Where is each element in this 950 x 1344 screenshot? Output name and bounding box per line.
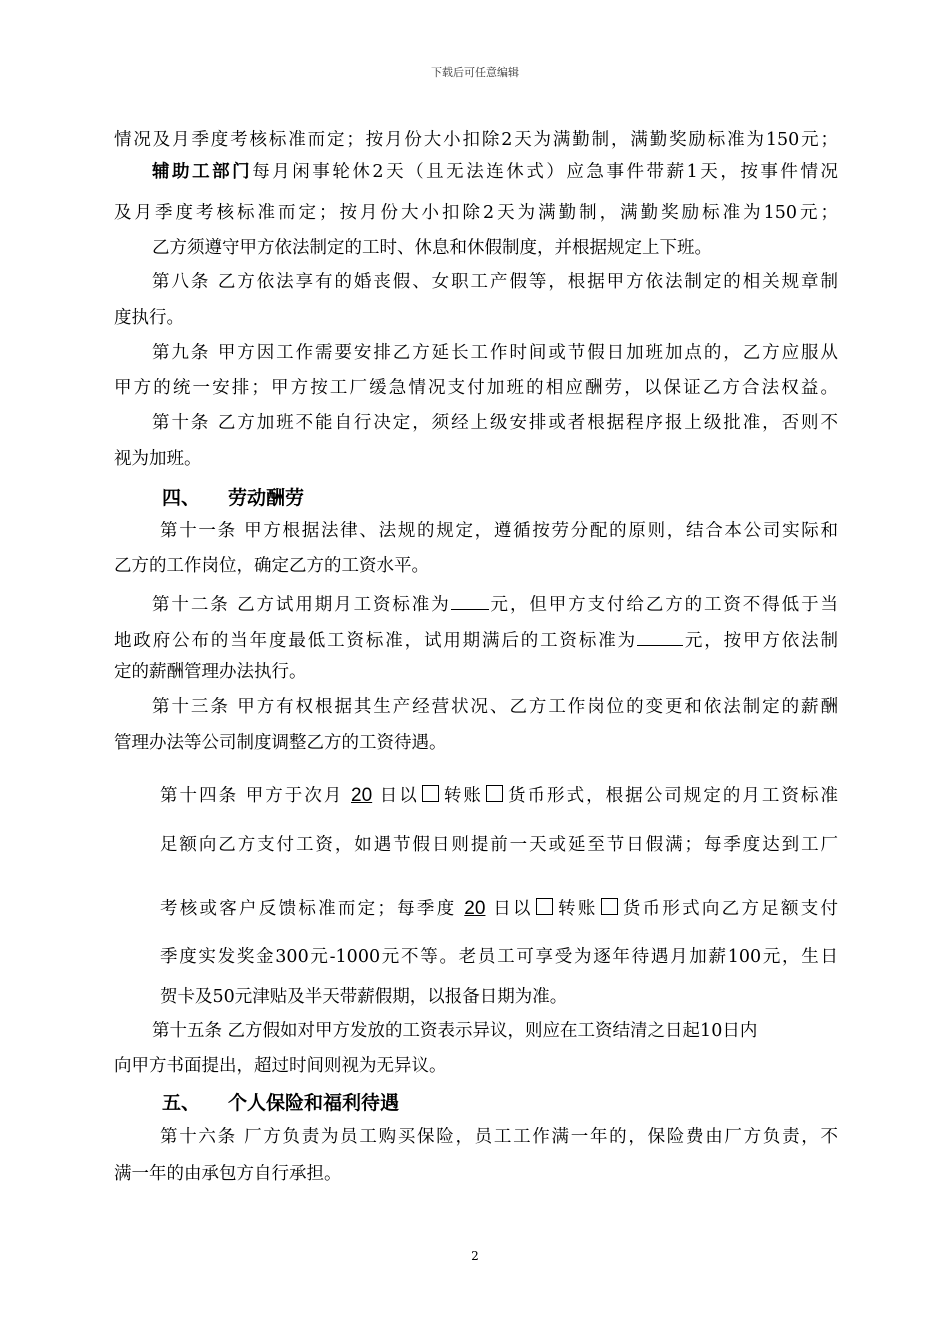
section-heading-5 xyxy=(162,1088,399,1115)
paragraph-line: 度执行。 xyxy=(114,308,184,328)
paragraph-line: 乙方须遵守甲方依法制定的工时、休息和休假制度，并根据规定上下班。 xyxy=(152,238,712,258)
line-text: 第十四条 甲方于次月 xyxy=(160,786,344,806)
paragraph-line: 向甲方书面提出，超过时间则视为无异议。 xyxy=(114,1056,447,1076)
paragraph-line: 定的薪酬管理办法执行。 xyxy=(114,662,307,682)
paragraph-line: 满一年的由承包方自行承担。 xyxy=(114,1164,342,1184)
checkbox[interactable] xyxy=(601,898,618,915)
section-title: 个人保险和福利待遇 xyxy=(228,1092,400,1114)
bonus-day: 20 xyxy=(464,898,486,919)
article-11-line: 第十一条 甲方根据法律、法规的规定，遵循按劳分配的原则，结合本公司实际和 xyxy=(160,521,838,541)
pay-day: 20 xyxy=(351,785,373,806)
checkbox[interactable] xyxy=(486,785,503,802)
article-9-line: 第九条 甲方因工作需要安排乙方延长工作时间或节假日加班加点的，乙方应服从 xyxy=(152,343,838,363)
article-10-line: 第十条 乙方加班不能自行决定，须经上级安排或者根据程序报上级批准，否则不 xyxy=(152,413,838,433)
article-14-line xyxy=(160,784,838,808)
page-header: 下载后可任意编辑 xyxy=(431,66,519,79)
section-heading-4 xyxy=(162,483,304,510)
paragraph-line: 甲方的统一安排；甲方按工厂缓急情况支付加班的相应酬劳，以保证乙方合法权益。 xyxy=(114,378,838,398)
section-number: 五、 xyxy=(162,1092,201,1114)
line-text: 每月闲事轮休2天（且无法连休式）应急事件带薪1天，按事件情况 xyxy=(252,162,838,182)
paragraph-line: 足额向乙方支付工资，如遇节假日则提前一天或延至节日假满；每季度达到工厂 xyxy=(160,835,838,855)
paragraph-line: 贺卡及50元津贴及半天带薪假期，以报备日期为准。 xyxy=(160,987,568,1007)
checkbox[interactable] xyxy=(536,898,553,915)
paragraph-line: 乙方的工作岗位，确定乙方的工资水平。 xyxy=(114,556,429,576)
article-16-line: 第十六条 厂方负责为员工购买保险，员工工作满一年的，保险费由厂方负责，不 xyxy=(160,1127,838,1147)
checkbox-label: 转账 xyxy=(441,786,483,806)
line-text: 第十二条 乙方试用期月工资标准为 xyxy=(152,595,451,615)
article-13-line: 第十三条 甲方有权根据其生产经营状况、乙方工作岗位的变更和依法制定的薪酬 xyxy=(152,697,838,717)
line-text: 考核或客户反馈标准而定；每季度 xyxy=(160,899,457,919)
paragraph-line: 及月季度考核标准而定；按月份大小扣除2天为满勤制，满勤奖励标准为150元； xyxy=(114,203,838,223)
line-text: 日以 xyxy=(493,899,533,919)
bold-term: 辅助工部门 xyxy=(152,162,253,182)
section-title: 劳动酬劳 xyxy=(228,487,305,509)
line-text: 元，但甲方支付给乙方的工资不得低于当 xyxy=(488,595,839,615)
paragraph-line: 季度实发奖金300元-1000元不等。老员工可享受为逐年待遇月加薪100元，生日 xyxy=(160,947,838,967)
salary-blank[interactable] xyxy=(637,625,683,646)
paragraph-line xyxy=(152,160,838,184)
line-text: 地政府公布的当年度最低工资标准，试用期满后的工资标准为 xyxy=(114,631,638,651)
page-number: 2 xyxy=(471,1249,479,1263)
paragraph-line: 视为加班。 xyxy=(114,449,202,469)
checkbox[interactable] xyxy=(422,785,439,802)
checkbox-label: 转账 xyxy=(555,899,598,919)
salary-blank[interactable] xyxy=(451,589,489,610)
paragraph-line: 情况及月季度考核标准而定；按月份大小扣除2天为满勤制，满勤奖励标准为150元； xyxy=(114,130,838,150)
line-text: 元，按甲方依法制 xyxy=(683,631,839,651)
line-text: 货币形式，根据公司规定的月工资标准 xyxy=(505,786,839,806)
article-15-line: 第十五条 乙方假如对甲方发放的工资表示异议，则应在工资结清之日起10日内 xyxy=(152,1021,758,1041)
article-12-line xyxy=(152,589,838,617)
line-text: 日以 xyxy=(379,786,419,806)
section-number: 四、 xyxy=(162,487,201,509)
paragraph-line xyxy=(160,897,838,921)
paragraph-line xyxy=(114,625,838,653)
article-8-line: 第八条 乙方依法享有的婚丧假、女职工产假等，根据甲方依法制定的相关规章制 xyxy=(152,272,838,292)
paragraph-line: 管理办法等公司制度调整乙方的工资待遇。 xyxy=(114,733,447,753)
line-text: 货币形式向乙方足额支付 xyxy=(620,899,838,919)
